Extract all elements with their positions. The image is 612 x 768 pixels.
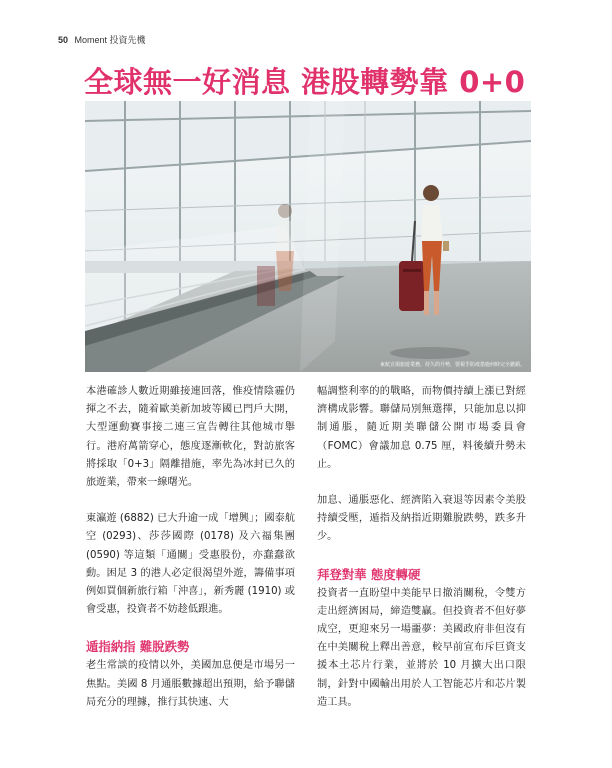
page-number: 50: [58, 35, 69, 45]
paragraph: 東瀛遊 (6882) 已大升逾一成「增興」；國泰航空 (0293)、莎莎國際 (0178) 及六福集團 (0590) 等這類「通關」受惠股份，亦蠢蠢欲動。困足 3 的港人必定很渴望外遊，籌備事項例如買個新旅行箱「沖喜」，新秀麗 (1910) 或會受惠，投資者不妨趁低跟進。: [86, 513, 295, 616]
article-photo: [85, 101, 531, 372]
airport-scene-illustration: [85, 101, 531, 372]
paragraph: 老生常談的疫情以外，美國加息便是市場另一焦點。美國 8 月通脹數據超出預期，給予聯儲局充分的理據，推行其快速、大: [86, 660, 295, 708]
article-column-right: [317, 383, 526, 730]
page-header: [58, 33, 146, 46]
subheading: 拜登對華 態度轉硬: [317, 566, 421, 582]
subheading: 遁指納指 難脫跌勢: [86, 639, 190, 655]
photo-caption: 東航宣揚旅遊業務，持久的升勢，要視乎防疫措施何時完全撤銷。: [379, 362, 525, 368]
paragraph: 本港確診人數近期雖接連回落，惟疫情陰霾仍揮之不去，隨着歐美新加坡等國已門戶大開，大型運動賽事接二連三宣告轉往其他城市舉行。港府萬箭穿心，態度逐漸軟化，對訪旅客將採取「0+3」隔離措施，率先為冰封已久的旅遊業，帶來一線曙光。: [86, 386, 295, 489]
section-name: Moment 投資先機: [74, 35, 146, 45]
paragraph: 投資者一直盼望中美能早日撤消關稅，令雙方走出經濟困局，締造雙贏。但投資者不但好夢成空，更迎來另一場噩夢：美國政府非但沒有在中美關稅上釋出善意，較早前宣布斥巨資支援本土芯片行業，並將於 10 月擴大出口限制，針對中國輸出用於人工智能芯片和芯片製造工具。: [317, 587, 526, 708]
paragraph: 加息、通脹惡化、經濟陷入衰退等因素令美股持續受壓，遁指及納指近期難脫跌勢，跌多升少。: [317, 495, 526, 543]
paragraph: 幅調整利率的的戰略，而物價持續上漲已對經濟構成影響。聯儲局別無選擇，只能加息以抑制通脹，隨近期美聯儲公開市場委員會（FOMC）會議加息 0.75 厘，料後續升勢未止。: [317, 386, 526, 470]
article-column-left: [86, 383, 295, 730]
headline: 全球無一好消息 港股轉勢靠 0+0: [84, 65, 526, 99]
